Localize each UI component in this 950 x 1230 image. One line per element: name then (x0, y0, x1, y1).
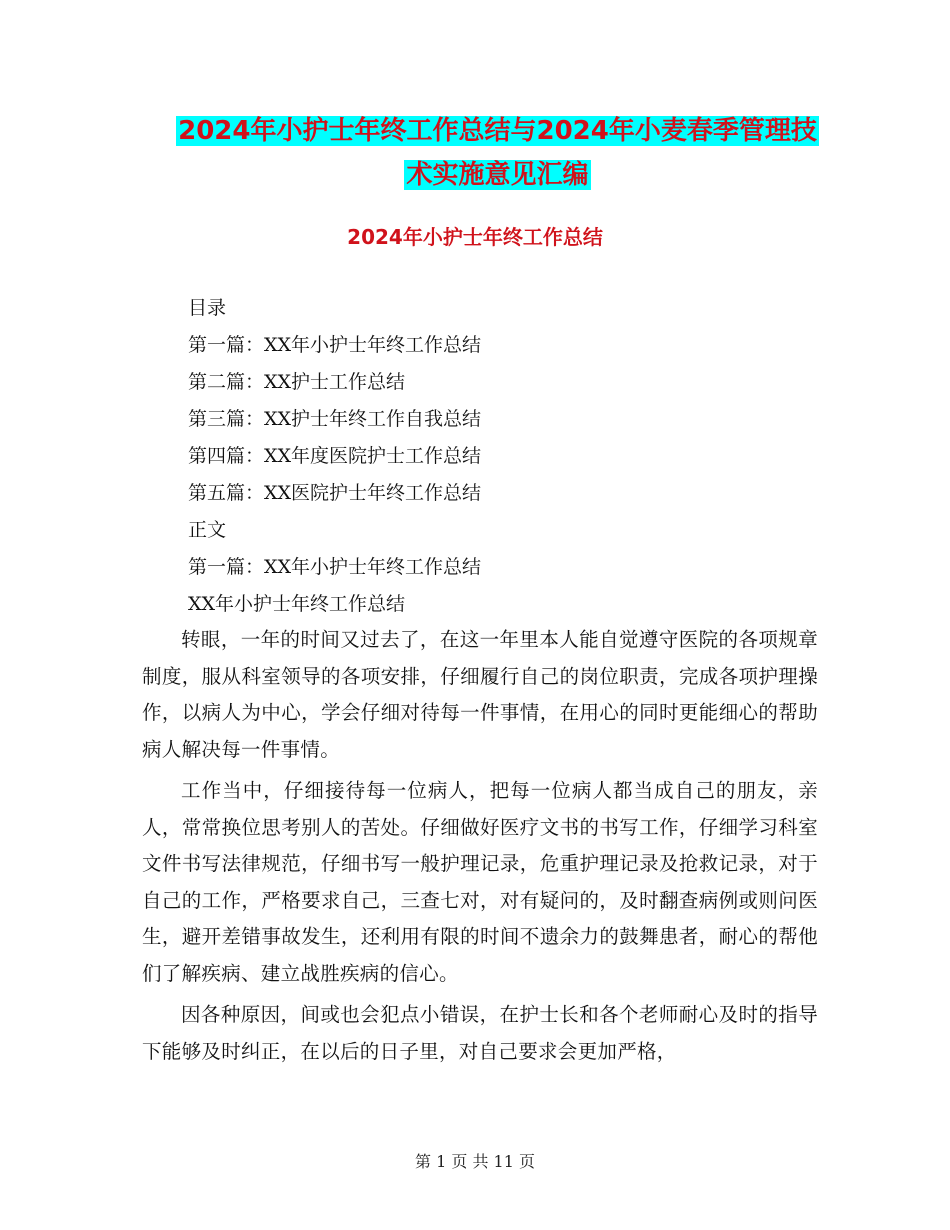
paragraph: 工作当中，仔细接待每一位病人，把每一位病人都当成自己的朋友，亲人，常常换位思考别人的苦处。仔细做好医疗文书的书写工作，仔细学习科室文件书写法律规范，仔细书写一般护理记录，危重护理记录及抢救记录，对于自己的工作，严格要求自己，三查七对，对有疑问的，及时翻查病例或则问医生，避开差错事故发生，还利用有限的时间不遗余力的鼓舞患者，耐心的帮他们了解疾病、建立战胜疾病的信心。 (142, 779, 818, 985)
toc-heading: 目录 (188, 297, 227, 319)
toc-item: 第五篇：XX医院护士年终工作总结 (188, 482, 482, 504)
article-title: XX年小护士年终工作总结 (188, 593, 406, 615)
document-title-line-1 (140, 108, 855, 154)
chapter-heading: 第一篇：XX年小护士年终工作总结 (188, 556, 482, 578)
toc-item: 第四篇：XX年度医院护士工作总结 (188, 445, 482, 467)
section-title: 2024年小护士年终工作总结 (347, 225, 603, 249)
toc-item: 第三篇：XX护士年终工作自我总结 (188, 408, 482, 430)
page-footer: 第 1 页 共 11 页 (415, 1152, 535, 1171)
paragraph: 因各种原因，间或也会犯点小错误，在护士长和各个老师耐心及时的指导下能够及时纠正，在以后的日子里，对自己要求会更加严格， (142, 1003, 818, 1063)
title-highlight-2: 术实施意见汇编 (406, 160, 589, 190)
table-of-contents (188, 290, 828, 623)
document-title-line-2 (140, 152, 855, 198)
body-heading: 正文 (188, 519, 227, 541)
title-highlight-1: 2024年小护士年终工作总结与2024年小麦春季管理技 (178, 116, 817, 146)
paragraph: 转眼，一年的时间又过去了，在这一年里本人能自觉遵守医院的各项规章制度，服从科室领导的各项安排，仔细履行自己的岗位职责，完成各项护理操作，以病人为中心，学会仔细对待每一件事情，在用心的同时更能细心的帮助病人解决每一件事情。 (142, 628, 818, 761)
body-text (142, 622, 818, 1075)
toc-item: 第二篇：XX护士工作总结 (188, 371, 406, 393)
toc-item: 第一篇：XX年小护士年终工作总结 (188, 334, 482, 356)
